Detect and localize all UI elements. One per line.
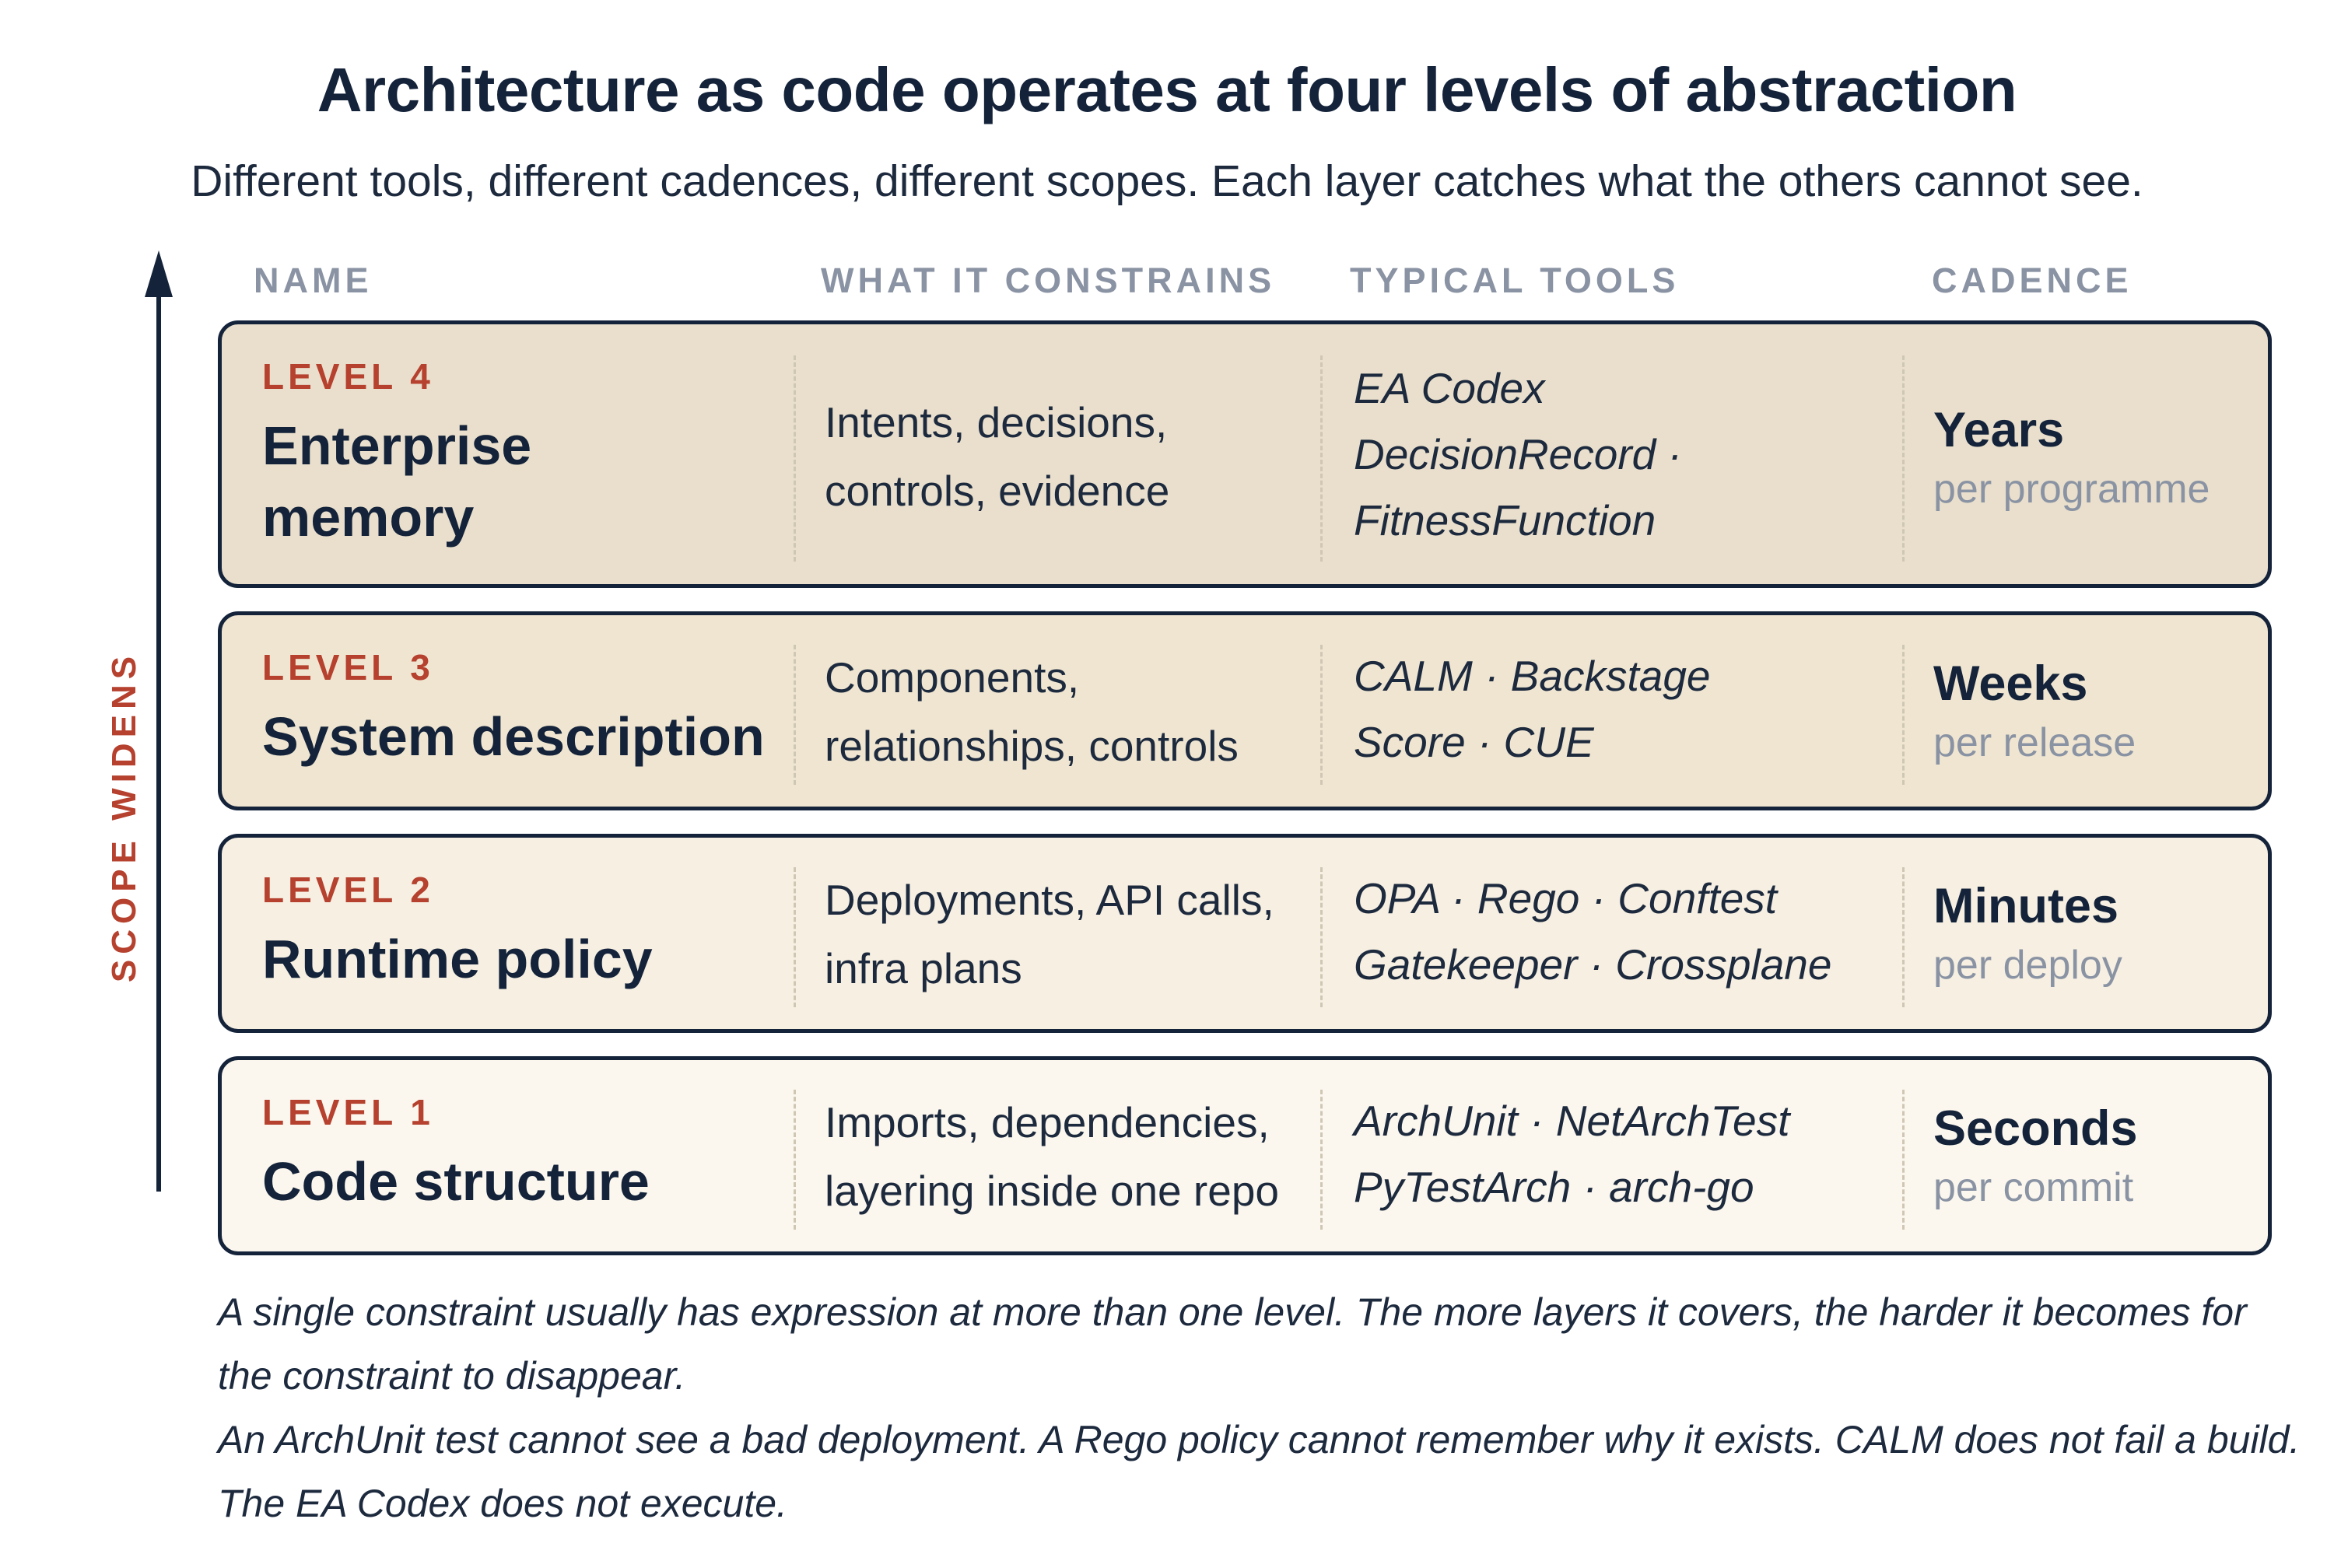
level-name: Code structure xyxy=(262,1151,650,1212)
tool-line: OPA · Rego · Conftest xyxy=(1354,874,1778,922)
column-divider xyxy=(1902,1090,1905,1230)
level-name: Enterprise memory xyxy=(262,415,532,548)
cadence-value: Seconds xyxy=(1933,1101,2138,1156)
level-name: System description xyxy=(262,706,765,767)
footnote-2: An ArchUnit test cannot see a bad deployment. A Rego policy cannot remember why it exists. CALM does not fail a build. The EA Codex does not execute. xyxy=(218,1418,2301,1525)
cadence-sub: per programme xyxy=(1933,467,2210,512)
cadence-value: Weeks xyxy=(1933,656,2088,711)
level-row-1 xyxy=(218,1056,2272,1255)
column-header-tools: TYPICAL TOOLS xyxy=(1350,261,1680,300)
scope-axis-arrow xyxy=(145,250,173,1192)
column-divider xyxy=(1320,867,1323,1007)
tool-line: CALM · Backstage xyxy=(1354,652,1711,700)
level-tag: LEVEL 4 xyxy=(262,356,434,397)
column-divider xyxy=(1320,1090,1323,1230)
column-divider xyxy=(794,1090,796,1230)
level-row-4 xyxy=(218,320,2272,588)
cadence-sub: per commit xyxy=(1933,1165,2134,1210)
cadence-value: Minutes xyxy=(1933,879,2119,933)
column-divider xyxy=(794,867,796,1007)
column-header-constrains: WHAT IT CONSTRAINS xyxy=(821,261,1276,300)
level-tools xyxy=(1354,1088,1789,1220)
tool-line: Gatekeeper · Crossplane xyxy=(1354,940,1832,989)
level-tag: LEVEL 3 xyxy=(262,647,434,688)
level-tag: LEVEL 1 xyxy=(262,1092,434,1132)
level-constrains: Imports, dependencies, layering inside one repo xyxy=(825,1098,1279,1215)
level-constrains: Intents, decisions, controls, evidence xyxy=(825,398,1170,515)
level-name: Runtime policy xyxy=(262,929,653,989)
column-divider xyxy=(794,645,796,785)
column-divider xyxy=(1902,355,1905,562)
tool-line: FitnessFunction xyxy=(1354,496,1656,544)
tool-line: ArchUnit · NetArchTest xyxy=(1354,1097,1790,1145)
tool-line: EA Codex xyxy=(1354,364,1545,412)
cadence-value: Years xyxy=(1933,403,2065,457)
scope-axis-label: SCOPE WIDENS xyxy=(105,650,143,983)
column-divider xyxy=(1320,355,1323,562)
column-divider xyxy=(1902,645,1905,785)
tool-line: DecisionRecord · xyxy=(1354,430,1682,478)
level-row-2 xyxy=(218,834,2272,1033)
level-tag: LEVEL 2 xyxy=(262,870,434,910)
column-divider xyxy=(1320,645,1323,785)
cadence-sub: per release xyxy=(1933,720,2136,765)
tool-line: Score · CUE xyxy=(1354,718,1594,766)
diagram-title: Architecture as code operates at four levels of abstraction xyxy=(317,55,2017,124)
level-tools xyxy=(1354,866,1831,998)
tool-line: PyTestArch · arch-go xyxy=(1354,1163,1754,1211)
level-constrains: Deployments, API calls, infra plans xyxy=(825,876,1274,992)
column-header-cadence: CADENCE xyxy=(1932,261,2132,300)
column-divider xyxy=(794,355,796,562)
footnote-1: A single constraint usually has expression at more than one level. The more layers it covers, the harder it becomes for the constraint to disappear. xyxy=(218,1290,2247,1398)
diagram-subtitle: Different tools, different cadences, different scopes. Each layer catches what the others cannot see. xyxy=(191,156,2143,206)
column-divider xyxy=(1902,867,1905,1007)
level-tools xyxy=(1354,355,1682,554)
cadence-sub: per deploy xyxy=(1933,943,2122,988)
column-header-name: NAME xyxy=(254,261,373,300)
level-constrains: Components, relationships, controls xyxy=(825,653,1239,770)
level-row-3 xyxy=(218,611,2272,810)
level-tools xyxy=(1354,643,1711,775)
